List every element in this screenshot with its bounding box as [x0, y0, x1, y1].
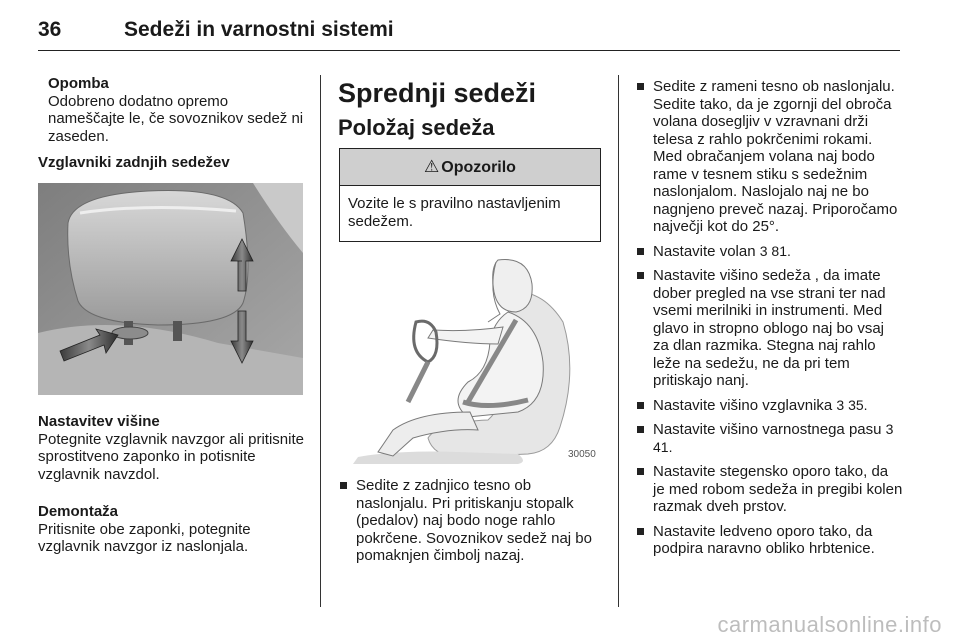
warning-title: Opozorilo [441, 159, 516, 176]
removal-block [38, 503, 308, 556]
list-item: Nastavite višino varnostnega pasu 3 41. [635, 421, 903, 456]
list-item: Nastavite višino sedeža , da imate dober pregled na vse strani ter nad vsemi merilniki in instrumenti. Med glavo in stropno oblogo naj bo vsaj za dlan razmika. Stegna naj rahlo leže na sedežu, ne da pri tem pritiskajo nanj. [635, 267, 903, 390]
page-number: 36 [38, 18, 62, 41]
middle-bullets [338, 477, 604, 572]
note-block [48, 75, 308, 145]
headrest-illustration [38, 183, 303, 395]
seat-position-illustration [338, 252, 602, 464]
removal-text: Pritisnite obe zaponki, potegnite vzglavnik navzgor iz naslonjala. [38, 520, 251, 555]
watermark: carmanualsonline.info [717, 612, 942, 637]
list-item: Nastavite ledveno oporo tako, da podpira naravno obliko hrbtenice. [635, 523, 903, 558]
list-item: Sedite z rameni tesno ob naslonjalu. Sedite tako, da je zgornji del obroča volana dosegljiv v vzravnani drži telesa z rahlo pokrčenimi rokami. Med obračanjem volana naj bodo rame v tesnem stiku s sedežnim naslonjalom. Naslojalo naj ne bo nagnjeno preveč nazaj. Priporočamo največji kot do 25°. [635, 78, 903, 236]
warning-box [339, 148, 601, 242]
figure-number: 30050 [568, 449, 596, 460]
column-divider-left [320, 75, 321, 607]
page-title: Sedeži in varnostni sistemi [124, 18, 394, 41]
list-item: Nastavite višino vzglavnika 3 35. [635, 397, 903, 415]
right-bullets [635, 78, 903, 565]
note-text: Odobreno dodatno opremo nameščajte le, če sovoznikov sedež ni zaseden. [48, 92, 304, 145]
list-item: Nastavite stegensko oporo tako, da je med robom sedeža in pregibi kolen razmak dveh prstov. [635, 463, 903, 516]
height-adjust-text: Potegnite vzglavnik navzgor ali pritisnite sprostitveno zaponko in potisnite vzglavnik navzdol. [38, 430, 304, 483]
height-adjust-block [38, 413, 308, 483]
removal-title: Demontaža [38, 503, 119, 520]
page-reference[interactable]: 3 81. [759, 242, 791, 259]
height-adjust-title: Nastavitev višine [38, 413, 160, 430]
page-reference[interactable]: 3 35. [836, 396, 868, 413]
warning-text: Vozite le s pravilno nastavljenim sedežem. [348, 195, 561, 230]
page-reference[interactable]: 3 41. [653, 421, 894, 455]
section-subheading: Položaj sedeža [338, 115, 495, 140]
front-seats-section [338, 78, 608, 141]
warning-header [340, 149, 600, 186]
page-header [38, 14, 900, 51]
list-item: Sedite z zadnjico tesno ob naslonjalu. Pri pritiskanju stopalk (pedalov) naj bodo noge rahlo pokrčene. Sovoznikov sedež naj bo pomaknjen čimbolj nazaj. [338, 477, 604, 565]
warning-icon: ⚠ [424, 157, 440, 176]
section-heading: Sprednji sedeži [338, 78, 537, 108]
column-divider-right [618, 75, 619, 607]
rear-headrests-title: Vzglavniki zadnjih sedežev [38, 154, 230, 171]
note-title: Opomba [48, 75, 109, 92]
list-item: Nastavite volan 3 81. [635, 243, 903, 261]
